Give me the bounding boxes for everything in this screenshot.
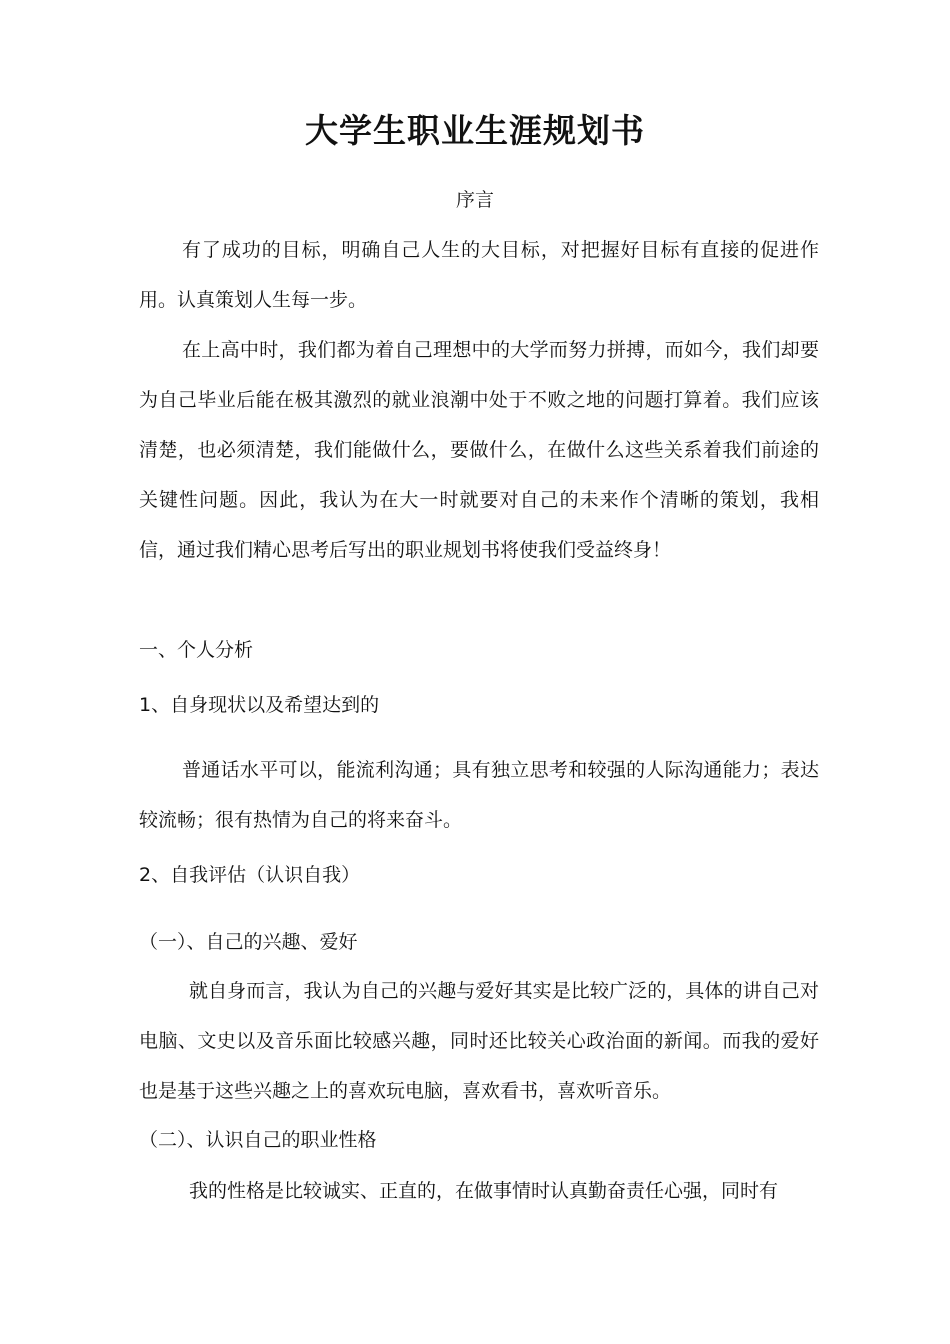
interests-paragraph: 就自身而言，我认为自己的兴趣与爱好其实是比较广泛的，具体的讲自己对电脑、文史以及音乐面比较感兴趣，同时还比较关心政治面的新闻。而我的爱好也是基于这些兴趣之上的喜欢玩电脑，喜欢看书，喜欢听音乐。 <box>139 980 819 1102</box>
preface-paragraph-1: 有了成功的目标，明确自己人生的大目标，对把握好目标有直接的促进作用。认真策划人生每一步。 <box>139 239 819 311</box>
preface-paragraph-2: 在上高中时，我们都为着自己理想中的大学而努力拼搏，而如今，我们却要为自己毕业后能在极其激烈的就业浪潮中处于不败之地的问题打算着。我们应该清楚，也必须清楚，我们能做什么，要做什么，在做什么这些关系着我们前途的关键性问题。因此，我认为在大一时就要对自己的未来作个清晰的策划，我相信，通过我们精心思考后写出的职业规划书将使我们受益终身！ <box>139 339 819 561</box>
document-title: 大学生职业生涯规划书 <box>305 111 645 150</box>
personality-paragraph: 我的性格是比较诚实、正直的，在做事情时认真勤奋责任心强，同时有 <box>189 1180 779 1202</box>
subsection-heading-self-assessment: 2、自我评估（认识自我） <box>139 864 361 886</box>
subsection-heading-personality: （二）、认识自己的职业性格 <box>139 1129 377 1151</box>
current-status-paragraph: 普通话水平可以，能流利沟通；具有独立思考和较强的人际沟通能力；表达较流畅；很有热情为自己的将来奋斗。 <box>139 759 819 831</box>
subsection-heading-current-status: 1、自身现状以及希望达到的 <box>139 694 380 716</box>
preface-heading: 序言 <box>455 189 494 211</box>
section-heading-personal-analysis: 一、个人分析 <box>139 639 254 661</box>
subsection-heading-interests: （一）、自己的兴趣、爱好 <box>139 931 358 953</box>
